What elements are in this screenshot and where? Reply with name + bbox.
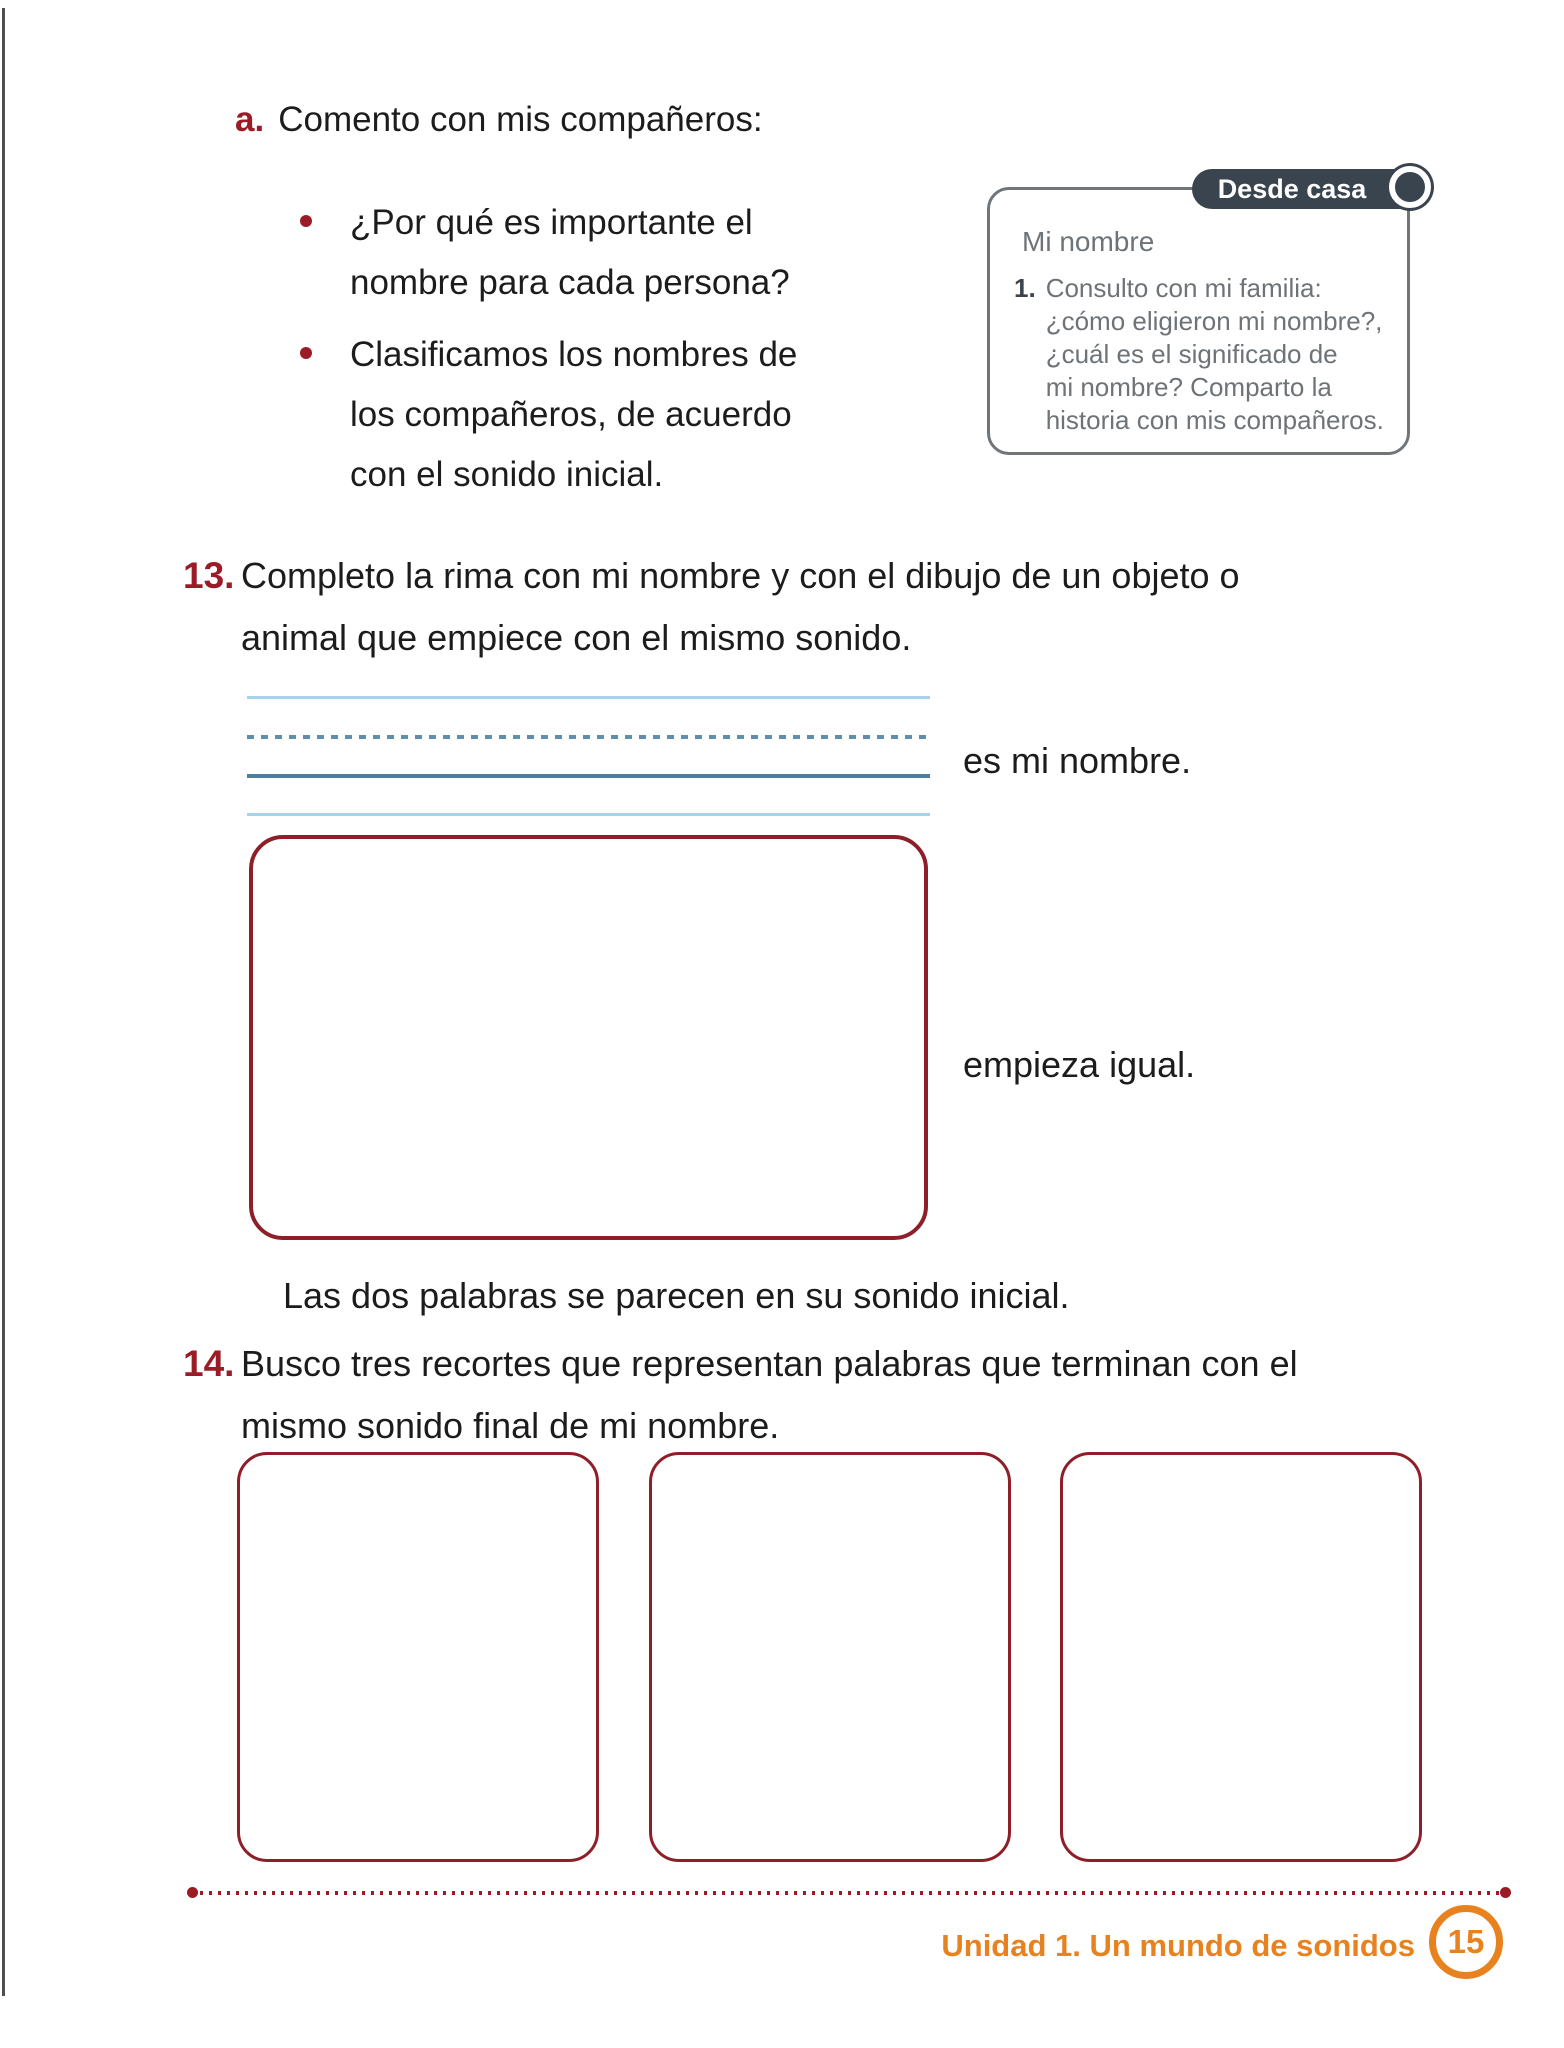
guide-line-dotted bbox=[247, 735, 930, 739]
list-item bbox=[300, 325, 797, 505]
cutout-box-3[interactable] bbox=[1060, 1452, 1422, 1862]
name-writing-lines[interactable] bbox=[247, 690, 930, 825]
desde-casa-badge-label: Desde casa bbox=[1217, 173, 1367, 204]
section-a-marker: a. bbox=[235, 100, 265, 139]
bullet-text-line: los compañeros, de acuerdo bbox=[350, 395, 792, 434]
panel-item-line: ¿cuál es el significado de bbox=[1045, 339, 1338, 369]
exercise-13 bbox=[183, 545, 1240, 669]
panel-subtitle: Mi nombre bbox=[1022, 226, 1155, 257]
home-circle-icon bbox=[1389, 166, 1431, 208]
guide-line-baseline bbox=[247, 774, 930, 778]
footer-dotted-divider bbox=[200, 1891, 1500, 1895]
exercise-13-number: 13. bbox=[183, 555, 235, 596]
panel-item-marker: 1. bbox=[1014, 273, 1036, 303]
guide-line-top bbox=[247, 696, 930, 699]
bullet-list bbox=[300, 193, 797, 505]
bullet-icon bbox=[300, 347, 312, 359]
panel-item bbox=[1014, 272, 1384, 437]
exercise-13-text-line: Completo la rima con mi nombre y con el dibujo de un objeto o bbox=[241, 555, 1240, 596]
guide-line-bottom bbox=[247, 813, 930, 816]
section-a-title: Comento con mis compañeros: bbox=[278, 100, 763, 139]
drawing-caption: empieza igual. bbox=[963, 1044, 1196, 1085]
left-margin-rule bbox=[2, 8, 5, 1996]
exercise-13-text-line: animal que empiece con el mismo sonido. bbox=[241, 617, 912, 658]
panel-item-line: Consulto con mi familia: bbox=[1045, 273, 1322, 303]
panel-item-line: mi nombre? Comparto la bbox=[1045, 372, 1332, 402]
exercise-14-number: 14. bbox=[183, 1343, 235, 1384]
divider-end-dot-right bbox=[1500, 1887, 1511, 1898]
exercise-14-text-line: mismo sonido final de mi nombre. bbox=[241, 1405, 780, 1446]
page-number: 15 bbox=[1447, 1923, 1485, 1960]
bullet-text-line: nombre para cada persona? bbox=[350, 263, 790, 302]
bullet-icon bbox=[300, 215, 312, 227]
panel-item-line: historia con mis compañeros. bbox=[1045, 405, 1384, 435]
bullet-text-line: con el sonido inicial. bbox=[350, 455, 664, 494]
section-a bbox=[235, 100, 763, 140]
cutout-box-2[interactable] bbox=[649, 1452, 1011, 1862]
drawing-box[interactable] bbox=[249, 835, 928, 1240]
bullet-text-line: Clasificamos los nombres de bbox=[350, 335, 798, 374]
exercise-14 bbox=[183, 1333, 1298, 1457]
bullet-text-line: ¿Por qué es importante el bbox=[350, 203, 753, 242]
list-item bbox=[300, 193, 797, 313]
panel-item-line: ¿cómo eligieron mi nombre?, bbox=[1045, 306, 1383, 336]
exercise-14-text-line: Busco tres recortes que representan palabras que terminan con el bbox=[241, 1343, 1298, 1384]
footer-unit-label: Unidad 1. Un mundo de sonidos bbox=[941, 1928, 1415, 1963]
page-number-badge bbox=[1429, 1905, 1503, 1979]
note-text: Las dos palabras se parecen en su sonido inicial. bbox=[283, 1275, 1070, 1316]
name-caption: es mi nombre. bbox=[963, 740, 1192, 781]
cutout-box-1[interactable] bbox=[237, 1452, 599, 1862]
divider-end-dot-left bbox=[187, 1887, 198, 1898]
